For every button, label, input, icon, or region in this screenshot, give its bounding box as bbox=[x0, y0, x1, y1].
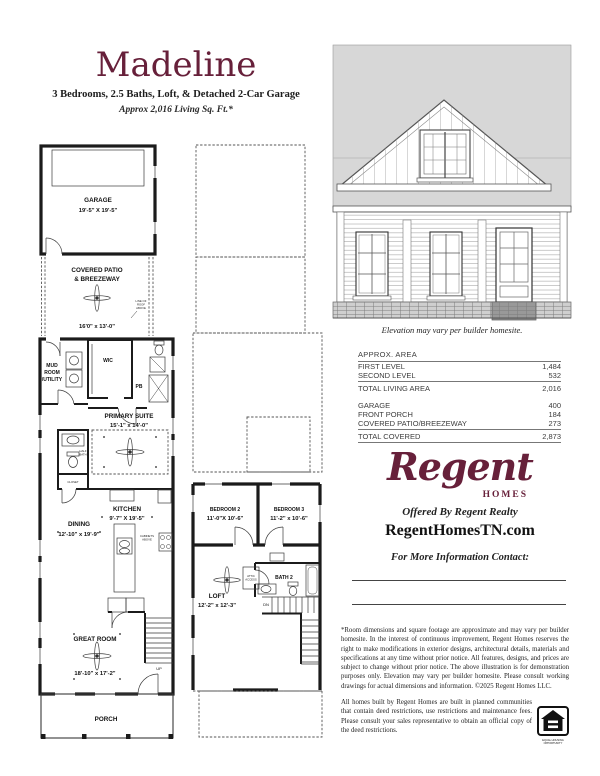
covered-patio bbox=[42, 257, 154, 336]
mud-label-3: /UTILITY bbox=[41, 377, 63, 383]
primary-suite bbox=[92, 413, 168, 474]
table-row: FIRST LEVEL 1,484 bbox=[358, 362, 561, 371]
plan-subtitle: 3 Bedrooms, 2.5 Baths, Loft, & Detached 2-Car Garage bbox=[52, 89, 300, 100]
second-floor-plan bbox=[185, 138, 335, 758]
range bbox=[159, 533, 172, 551]
contact-blank-line bbox=[352, 580, 566, 581]
header bbox=[30, 46, 322, 115]
loft-label: LOFT bbox=[208, 593, 226, 600]
garage-dims: 19'-5" X 19'-5" bbox=[78, 208, 118, 214]
equal-housing-text-2: OPPORTUNITY bbox=[543, 742, 563, 746]
table-row: GARAGE 400 bbox=[358, 401, 561, 410]
great-room-label: GREAT ROOM bbox=[73, 636, 117, 643]
wic-label: WIC bbox=[103, 358, 113, 364]
sqft-note: Approx 2,016 Living Sq. Ft.* bbox=[119, 105, 233, 115]
regent-homes-logo bbox=[350, 444, 570, 500]
loft-dims: 12'-2" x 12'-3" bbox=[198, 603, 236, 609]
dining-label: DINING bbox=[67, 521, 91, 528]
garage-room bbox=[41, 146, 158, 257]
page-title: Madeline bbox=[95, 45, 257, 85]
table-row-total-covered: TOTAL COVERED 2,873 bbox=[358, 432, 561, 441]
foundation bbox=[333, 302, 571, 320]
bedroom3-label: BEDROOM 3 bbox=[273, 507, 305, 513]
area-table-header: APPROX. AREA bbox=[358, 350, 561, 362]
mud-label-1: MUD bbox=[46, 363, 58, 369]
garage-label: GARAGE bbox=[84, 197, 112, 204]
attic-access-1: ATTIC bbox=[247, 574, 255, 578]
bedroom3-dims: 11'-2" x 10'-6" bbox=[270, 516, 308, 522]
offered-by: Offered By Regent Realty bbox=[402, 506, 518, 518]
cabinet-note-1: CABINETS bbox=[140, 534, 154, 538]
up-label: UP bbox=[156, 666, 162, 671]
kitchen bbox=[88, 489, 173, 628]
dining-room bbox=[57, 521, 101, 538]
elevation-drawing bbox=[328, 40, 576, 340]
great-room bbox=[73, 633, 121, 680]
bedroom2-label: BEDROOM 2 bbox=[209, 507, 241, 513]
stairs-down bbox=[262, 597, 320, 664]
kitchen-island bbox=[114, 524, 135, 592]
stairs-up bbox=[145, 613, 173, 671]
website-url: RegentHomesTN.com bbox=[385, 522, 535, 539]
logo-homes-text: HOMES bbox=[482, 490, 528, 500]
window-left bbox=[353, 232, 391, 300]
bedroom-2 bbox=[193, 484, 320, 545]
first-level-wall bbox=[337, 212, 567, 302]
table-row: FRONT PORCH 184 bbox=[358, 410, 561, 419]
logo-script-text: Regent bbox=[387, 444, 533, 489]
bath-2 bbox=[255, 553, 320, 597]
window-center bbox=[427, 232, 465, 300]
kitchen-dims: 9'-7" X 19'-5" bbox=[109, 516, 145, 522]
disclaimer-paragraph-2 bbox=[341, 698, 569, 744]
dn-label: DN bbox=[263, 602, 269, 607]
cabinet-note-2: ABOVE bbox=[142, 537, 152, 542]
disclaimer-2-text: All homes built by Regent Homes are built in planned communities that contain deed restrictions, use restrictions and maintenance fees. Please consult your sales representative to obtain an official copy of the deed restrictions. bbox=[341, 699, 532, 734]
table-row: COVERED PATIO/BREEZEWAY 273 bbox=[358, 419, 561, 428]
svg-text:LINE OF: LINE OF bbox=[135, 299, 147, 303]
attic-access-2: ACCESS bbox=[245, 577, 257, 582]
table-row-total-living: TOTAL LIVING AREA 2,016 bbox=[358, 384, 561, 393]
dining-dims: 12'-10" x 19'-9" bbox=[58, 532, 100, 538]
patio-dims: 16'0" x 13'-0" bbox=[79, 324, 115, 330]
primary-label: PRIMARY SUITE bbox=[104, 413, 154, 420]
area-table bbox=[358, 350, 561, 445]
front-porch bbox=[41, 694, 173, 739]
bath2-label: BATH 2 bbox=[275, 575, 293, 581]
equal-housing-logo bbox=[537, 706, 569, 744]
equal-housing-text-1: EQUAL HOUSING bbox=[542, 739, 564, 743]
gable-window bbox=[417, 130, 473, 182]
porch-label: PORCH bbox=[94, 716, 118, 723]
patio-label-1: COVERED PATIO bbox=[71, 267, 123, 274]
elevation-caption: Elevation may vary per builder homesite. bbox=[381, 325, 523, 335]
front-door bbox=[496, 228, 532, 302]
bedroom2-dims: 11'-0"X 10'-6" bbox=[206, 516, 244, 522]
disclaimer-paragraph-1: *Room dimensions and square footage are approximate and may vary per builder homesite. In the interest of continuous improvement, Regent Homes reserves the right to make modifications in exterior designs, architectural details, materials and specifications at any time without prior notice. All features, designs, and prices are subject to change without prior notice. The above illustration is for demonstration purposes only. Elevation may vary per builder homesite. Please consult working drawings for actual dimensions and information. ©2025 Regent Homes LLC. bbox=[341, 627, 569, 690]
table-row: SECOND LEVEL 532 bbox=[358, 371, 561, 380]
primary-bath bbox=[88, 341, 168, 424]
great-room-dims: 18'-10" x 17'-2" bbox=[74, 671, 116, 677]
closet-label: CLOSET bbox=[67, 480, 79, 484]
contact-label: For More Information Contact: bbox=[391, 552, 529, 563]
loft bbox=[198, 567, 259, 609]
kitchen-label: KITCHEN bbox=[113, 506, 141, 513]
svg-text:ROOF: ROOF bbox=[136, 302, 146, 307]
first-floor-plan bbox=[30, 138, 185, 753]
mud-label-2: ROOM bbox=[44, 370, 60, 376]
branding-block bbox=[350, 444, 570, 540]
roof-line-note bbox=[131, 299, 147, 318]
primary-dims: 15'-1" x 14'-0" bbox=[110, 423, 148, 429]
svg-text:ABOVE: ABOVE bbox=[136, 306, 146, 310]
half-bath-label-2: BATH bbox=[79, 452, 87, 457]
mud-room bbox=[40, 352, 88, 404]
patio-label-2: & BREEZEWAY bbox=[74, 276, 120, 283]
half-bath-label-1: HALF bbox=[79, 449, 87, 453]
half-bath bbox=[58, 430, 88, 503]
bedroom-3 bbox=[270, 507, 308, 522]
contact-blank-line bbox=[352, 604, 566, 605]
eave-fascia bbox=[333, 206, 571, 212]
porch-roof-outline bbox=[199, 691, 322, 737]
pb-label: PB bbox=[135, 384, 143, 390]
roof-outline bbox=[193, 145, 322, 472]
wic-room bbox=[88, 340, 132, 401]
